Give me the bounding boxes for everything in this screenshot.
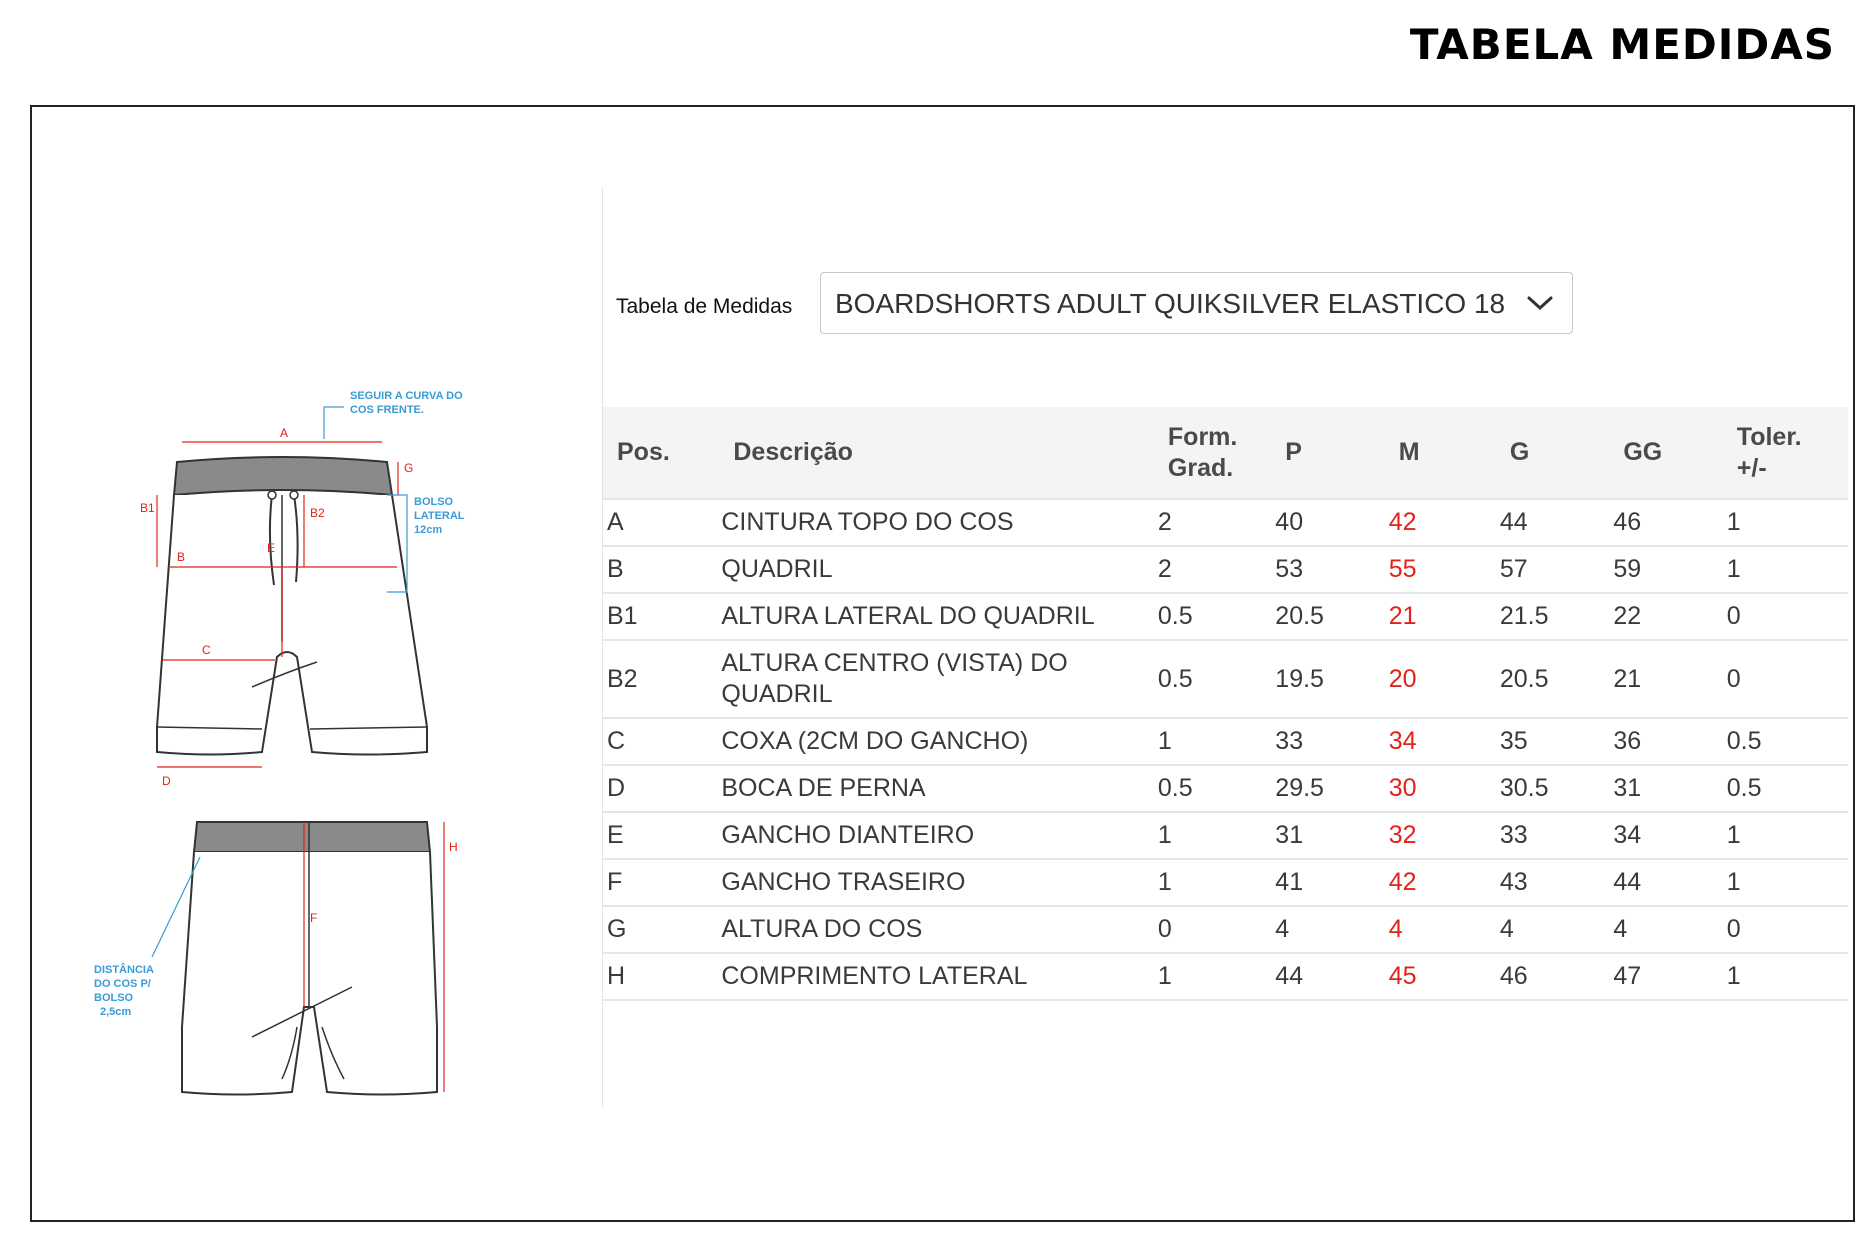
- cell-tol: 0: [1727, 593, 1848, 640]
- cell-form: 0: [1158, 906, 1275, 953]
- label-g: G: [404, 461, 414, 475]
- cell-g: 57: [1500, 546, 1613, 593]
- cell-tol: 0.5: [1727, 765, 1848, 812]
- cell-gg: 4: [1613, 906, 1726, 953]
- cell-tol: 1: [1727, 859, 1848, 906]
- note-side-pocket-3: 12cm: [414, 524, 443, 536]
- cell-g: 44: [1500, 499, 1613, 546]
- cell-g: 30.5: [1500, 765, 1613, 812]
- shorts-technical-drawing: [82, 267, 602, 1147]
- label-b2: B2: [310, 506, 325, 520]
- cell-desc: GANCHO DIANTEIRO: [721, 812, 1158, 859]
- table-header-row: [603, 407, 1848, 499]
- cell-m: 34: [1389, 718, 1500, 765]
- cell-gg: 21: [1613, 640, 1726, 718]
- note-back-2: DO COS P/: [94, 978, 151, 990]
- cell-p: 4: [1275, 906, 1388, 953]
- label-b: B: [177, 550, 186, 564]
- cell-m: 45: [1389, 953, 1500, 1000]
- cell-gg: 46: [1613, 499, 1726, 546]
- cell-desc: ALTURA LATERAL DO QUADRIL: [721, 593, 1158, 640]
- table-row: [603, 953, 1848, 1000]
- cell-pos: H: [603, 953, 721, 1000]
- table-row: [603, 499, 1848, 546]
- cell-m: 42: [1389, 499, 1500, 546]
- cell-tol: 0: [1727, 906, 1848, 953]
- cell-tol: 1: [1727, 812, 1848, 859]
- label-h: H: [449, 840, 458, 854]
- cell-p: 41: [1275, 859, 1388, 906]
- product-select-value: BOARDSHORTS ADULT QUIKSILVER ELASTICO 18: [835, 288, 1506, 319]
- cell-desc: ALTURA DO COS: [721, 906, 1158, 953]
- cell-desc: CINTURA TOPO DO COS: [721, 499, 1158, 546]
- table-row: [603, 593, 1848, 640]
- selector-label: Tabela de Medidas: [616, 295, 793, 318]
- table-row: [603, 546, 1848, 593]
- cell-g: 35: [1500, 718, 1613, 765]
- cell-form: 1: [1158, 718, 1275, 765]
- note-back-4: 2,5cm: [100, 1006, 132, 1018]
- cell-form: 0.5: [1158, 593, 1275, 640]
- cell-gg: 36: [1613, 718, 1726, 765]
- cell-p: 33: [1275, 718, 1388, 765]
- cell-desc: COXA (2CM DO GANCHO): [721, 718, 1158, 765]
- cell-pos: B: [603, 546, 721, 593]
- cell-pos: G: [603, 906, 721, 953]
- cell-desc: BOCA DE PERNA: [721, 765, 1158, 812]
- front-body: [157, 495, 427, 755]
- note-back-3: BOLSO: [94, 992, 134, 1004]
- note-back-1: DISTÂNCIA: [94, 964, 154, 976]
- note-waist-curve-1: SEGUIR A CURVA DO: [350, 390, 463, 402]
- table-row: [603, 859, 1848, 906]
- header-size-g: G: [1509, 438, 1530, 466]
- table-row: [603, 718, 1848, 765]
- cell-pos: D: [603, 765, 721, 812]
- cell-desc: ALTURA CENTRO (VISTA) DO QUADRIL: [721, 640, 1158, 718]
- cell-m: 21: [1389, 593, 1500, 640]
- cell-pos: C: [603, 718, 721, 765]
- cell-form: 0.5: [1158, 640, 1275, 718]
- header-size-gg: GG: [1623, 438, 1663, 466]
- cell-form: 2: [1158, 546, 1275, 593]
- cell-m: 20: [1389, 640, 1500, 718]
- cell-p: 44: [1275, 953, 1388, 1000]
- back-waistband: [194, 822, 430, 852]
- cell-p: 53: [1275, 546, 1388, 593]
- measures-table: [603, 407, 1848, 1001]
- table-row: [603, 906, 1848, 953]
- label-b1: B1: [140, 501, 155, 515]
- cell-g: 33: [1500, 812, 1613, 859]
- cell-m: 4: [1389, 906, 1500, 953]
- cell-g: 20.5: [1500, 640, 1613, 718]
- cell-desc: COMPRIMENTO LATERAL: [721, 953, 1158, 1000]
- label-d: D: [162, 774, 171, 788]
- cell-form: 1: [1158, 953, 1275, 1000]
- cell-form: 1: [1158, 859, 1275, 906]
- table-row: [603, 765, 1848, 812]
- page-title: TABELA MEDIDAS: [1409, 20, 1835, 69]
- cell-g: 21.5: [1500, 593, 1613, 640]
- front-view-drawing: [140, 390, 465, 788]
- cell-form: 0.5: [1158, 765, 1275, 812]
- cell-g: 4: [1500, 906, 1613, 953]
- shorts-diagram: [82, 267, 602, 1147]
- size-chart-frame: [30, 105, 1855, 1222]
- cell-pos: E: [603, 812, 721, 859]
- header-size-p: P: [1285, 438, 1302, 466]
- label-a: A: [280, 426, 289, 440]
- note-side-pocket-2: LATERAL: [414, 510, 465, 522]
- cell-gg: 22: [1613, 593, 1726, 640]
- cell-pos: B1: [603, 593, 721, 640]
- measures-panel: [602, 187, 1848, 1107]
- header-pos: Pos.: [617, 438, 670, 466]
- header-desc: Descrição: [733, 438, 853, 466]
- header-size-m: M: [1398, 438, 1420, 466]
- cell-p: 40: [1275, 499, 1388, 546]
- cell-gg: 31: [1613, 765, 1726, 812]
- back-view-drawing: [94, 822, 458, 1095]
- cell-g: 43: [1500, 859, 1613, 906]
- cell-tol: 1: [1727, 546, 1848, 593]
- note-side-pocket-1: BOLSO: [414, 496, 454, 508]
- header-tolerance: Toler. +/-: [1736, 422, 1802, 482]
- cell-m: 32: [1389, 812, 1500, 859]
- cell-form: 2: [1158, 499, 1275, 546]
- cell-gg: 59: [1613, 546, 1726, 593]
- cell-gg: 34: [1613, 812, 1726, 859]
- note-waist-curve-2: COS FRENTE.: [350, 404, 424, 416]
- cell-m: 55: [1389, 546, 1500, 593]
- cell-desc: QUADRIL: [721, 546, 1158, 593]
- cell-tol: 1: [1727, 953, 1848, 1000]
- cell-p: 31: [1275, 812, 1388, 859]
- cell-m: 42: [1389, 859, 1500, 906]
- header-form-grad: Form. Grad.: [1167, 422, 1238, 482]
- label-e: E: [267, 541, 276, 555]
- label-f: F: [310, 911, 318, 925]
- cell-tol: 1: [1727, 499, 1848, 546]
- table-row: [603, 640, 1848, 718]
- cell-m: 30: [1389, 765, 1500, 812]
- cell-p: 19.5: [1275, 640, 1388, 718]
- front-waistband: [174, 457, 392, 495]
- cell-desc: GANCHO TRASEIRO: [721, 859, 1158, 906]
- cell-gg: 44: [1613, 859, 1726, 906]
- cell-p: 20.5: [1275, 593, 1388, 640]
- cell-p: 29.5: [1275, 765, 1388, 812]
- cell-tol: 0.5: [1727, 718, 1848, 765]
- cell-pos: B2: [603, 640, 721, 718]
- cell-tol: 0: [1727, 640, 1848, 718]
- cell-g: 46: [1500, 953, 1613, 1000]
- cell-pos: F: [603, 859, 721, 906]
- table-row: [603, 812, 1848, 859]
- chevron-down-icon[interactable]: [1526, 293, 1554, 313]
- product-select[interactable]: [820, 272, 1573, 334]
- cell-gg: 47: [1613, 953, 1726, 1000]
- cell-pos: A: [603, 499, 721, 546]
- cell-form: 1: [1158, 812, 1275, 859]
- label-c: C: [202, 643, 211, 657]
